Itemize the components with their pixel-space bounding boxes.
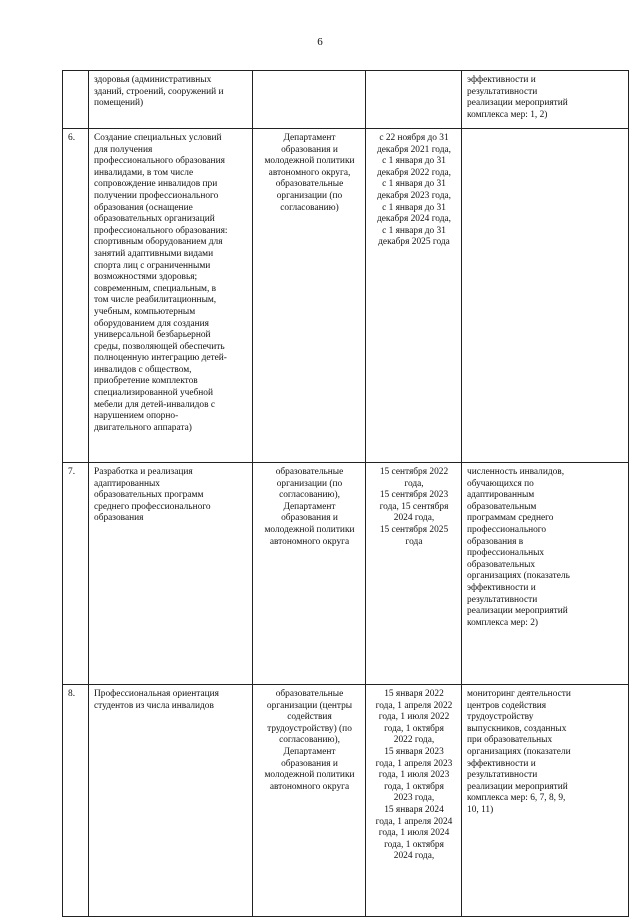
responsible-executors: Департамент образования и молодежной политики автономного округа, образовательные организации (по согласованию) [253, 129, 366, 463]
expected-result: численность инвалидов, обучающихся по адаптированным образовательным программам среднего профессионального образования в профессиональных образовательных организациях (показатель эффективности и результативности реализации мероприятий комплекса мер: 2) [462, 463, 629, 685]
row-number: 7. [63, 463, 89, 685]
table-row [63, 463, 629, 685]
measure-name: Создание специальных условий для получения профессионального образования инвалидами, в том числе сопровождение инвалидов при получении профессионального образования (оснащение образовательных организаций профессионального образования: спортивным оборудованием для занятий адаптивными видами спорта лиц с ограниченными возможностями здоровья; современным, специальным, в том числе реабилитационным, учебным, компьютерным оборудованием для создания универсальной безбарьерной среды, позволяющей обеспечить полноценную интеграцию детей- инвалидов с обществом, приобретение комплектов специализированной учебной мебели для детей-инвалидов с нарушением опорно- двигательного аппарата) [89, 129, 253, 463]
table-row [63, 71, 629, 129]
measures-table [62, 70, 629, 917]
page-number: 6 [317, 36, 323, 48]
row-number: 6. [63, 129, 89, 463]
expected-result: мониторинг деятельности центров содействия трудоустройству выпускников, созданных при образовательных организациях (показатели эффективности и результативности реализации мероприятий комплекса мер: 6, 7, 8, 9, 10, 11) [462, 685, 629, 917]
table-row [63, 685, 629, 917]
table-row [63, 129, 629, 463]
measure-name: Профессиональная ориентация студентов из числа инвалидов [89, 685, 253, 917]
responsible-executors: образовательные организации (центры содействия трудоустройству) (по согласованию), Департамент образования и молодежной политики автономного округа [253, 685, 366, 917]
responsible-executors: образовательные организации (по согласованию), Департамент образования и молодежной политики автономного округа [253, 463, 366, 685]
implementation-term: с 22 ноября до 31 декабря 2021 года, с 1 января до 31 декабря 2022 года, с 1 января до 31 декабря 2023 года, с 1 января до 31 декабря 2024 года, с 1 января до 31 декабря 2025 года [366, 129, 462, 463]
expected-result [462, 129, 629, 463]
row-number: 8. [63, 685, 89, 917]
implementation-term: 15 сентября 2022 года, 15 сентября 2023 года, 15 сентября 2024 года, 15 сентября 2025 года [366, 463, 462, 685]
measure-name: здоровья (административных зданий, строений, сооружений и помещений) [89, 71, 253, 129]
implementation-term [366, 71, 462, 129]
responsible-executors [253, 71, 366, 129]
row-number [63, 71, 89, 129]
expected-result: эффективности и результативности реализации мероприятий комплекса мер: 1, 2) [462, 71, 629, 129]
measure-name: Разработка и реализация адаптированных образовательных программ среднего профессионального образования [89, 463, 253, 685]
implementation-term: 15 января 2022 года, 1 апреля 2022 года, 1 июля 2022 года, 1 октября 2022 года, 15 января 2023 года, 1 апреля 2023 года, 1 июля 2023 года, 1 октября 2023 года, 15 января 2024 года, 1 апреля 2024 года, 1 июля 2024 года, 1 октября 2024 года, [366, 685, 462, 917]
